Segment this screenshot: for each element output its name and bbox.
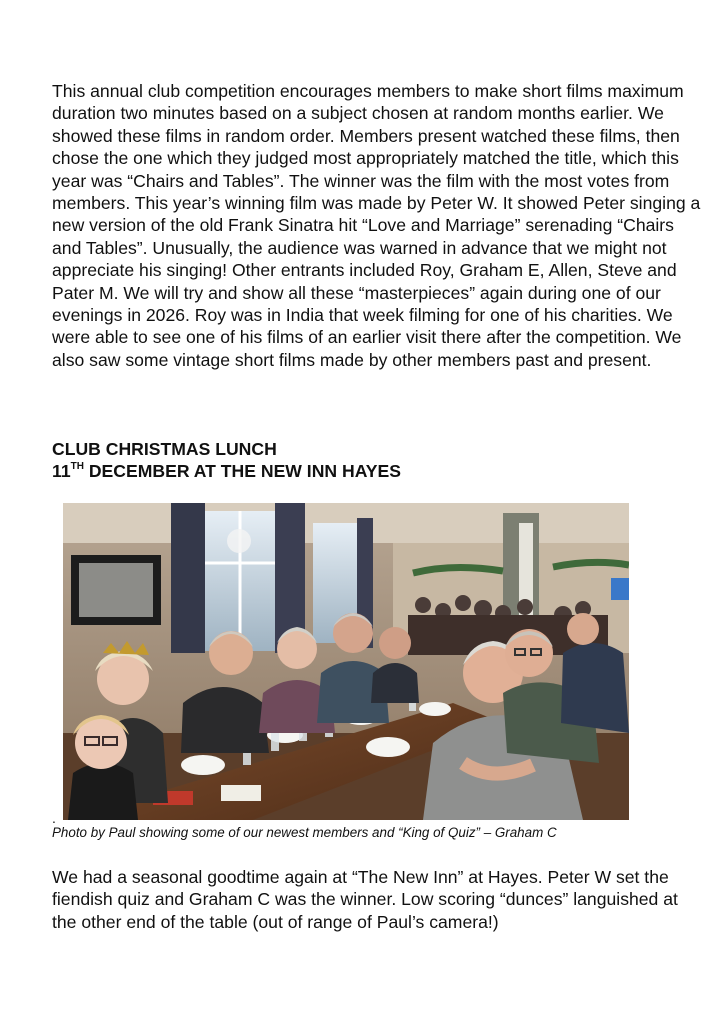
lunch-paragraph: We had a seasonal goodtime again at “The New Inn” at Hayes. Peter W set the fiendish quiz and Graham C was the winner. Low scoring “dunces” languished at the other end of the table (out of range of Paul’s camera!) — [52, 867, 678, 932]
photo-illustration — [63, 503, 629, 820]
photo-caption: Photo by Paul showing some of our newest members and “King of Quiz” – Graham C — [52, 825, 557, 840]
section-subheading — [52, 460, 692, 482]
stray-period: . — [52, 810, 56, 826]
competition-paragraph: This annual club competition encourages members to make short films maximum duration two minutes based on a subject chosen at random months earlier. We showed these films in random order. Members present watched these films, then chose the one which they judged most appropriately matched the title, which this year was “Chairs and Tables”. The winner was the film with the most votes from members. This year’s winning film was made by Peter W. It showed Peter singing a new version of the old Frank Sinatra hit “Love and Marriage” serenading “Chairs and Tables”. Unusually, the audience was warned in advance that we might not appreciate his singing! Other entrants included Roy, Graham E, Allen, Steve and Pater M. We will try and show all these “masterpieces” again during one of our evenings in 2026. Roy was in India that week filming for one of his charities. We were able to see one of his films of an earlier visit there after the competition. We also saw some vintage short films made by other members past and present. — [52, 81, 701, 370]
christmas-lunch-photo — [63, 503, 629, 820]
date-rest: DECEMBER AT THE NEW INN HAYES — [83, 461, 401, 481]
date-day: 11 — [52, 461, 71, 481]
section-heading: CLUB CHRISTMAS LUNCH — [52, 439, 277, 459]
date-suffix: TH — [70, 461, 84, 472]
